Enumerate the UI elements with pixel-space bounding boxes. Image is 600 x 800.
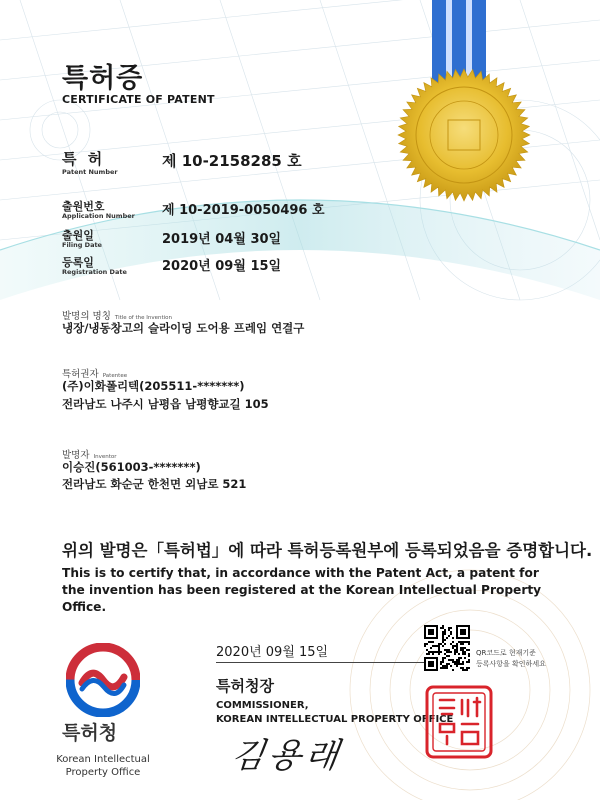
- application-number-label: 출원번호: [62, 200, 105, 213]
- qr-code[interactable]: [424, 625, 470, 671]
- inventor-label-ko: 발명자: [62, 450, 90, 461]
- inventor-label-en: Inventor: [93, 454, 117, 460]
- invention-title-label-ko: 발명의 명칭: [62, 311, 111, 322]
- inventor-address: 전라남도 화순군 한천면 외남로 521: [62, 477, 247, 491]
- certificate-title: 특허증: [62, 63, 144, 94]
- certification-statement-en: This is to certify that, in accordance with the Patent Act, a patent for the invention has been registered at the Korean Intellectual Property Office.: [62, 566, 542, 614]
- commissioner-title-en-line1: COMMISSIONER,: [216, 700, 309, 711]
- issue-date: 2020년 09월 15일: [216, 645, 329, 660]
- invention-title-label-en: Title of the Invention: [114, 315, 173, 321]
- certification-statement-ko: 위의 발명은「특허법」에 따라 특허등록원부에 등록되었음을 증명합니다.: [62, 541, 593, 560]
- invention-title-value: 냉장/냉동창고의 슬라이딩 도어용 프레임 연결구: [62, 321, 305, 335]
- qr-code-note: [476, 648, 546, 670]
- qr-code-note-line2: 등록사항을 확인하세요: [476, 660, 546, 668]
- application-number-value: 제 10-2019-0050496 호: [162, 203, 325, 218]
- registration-date-label-en: Registration Date: [62, 268, 127, 276]
- patent-number-value: 제 10-2158285 호: [162, 152, 302, 170]
- registration-date-value: 2020년 09월 15일: [162, 259, 282, 274]
- kipo-logo-text-ko: 특허청: [62, 722, 118, 744]
- patentee-name: (주)이화폴리텍(205511-*******): [62, 379, 245, 393]
- commissioner-title-en-line2: KOREAN INTELLECTUAL PROPERTY OFFICE: [216, 714, 454, 725]
- filing-date-value: 2019년 04월 30일: [162, 232, 282, 247]
- inventor-name: 이승진(561003-*******): [62, 460, 201, 474]
- kipo-logo-text-en-line1: Korean Intellectual: [56, 754, 150, 765]
- official-seal-stamp: [424, 684, 494, 760]
- registration-date-label: 등록일: [62, 256, 94, 269]
- commissioner-signature: 김용래: [228, 736, 345, 776]
- filing-date-label: 출원일: [62, 229, 94, 242]
- divider: [216, 662, 440, 663]
- patentee-label-ko: 특허권자: [62, 369, 99, 380]
- certificate-title-en: CERTIFICATE OF PATENT: [62, 93, 215, 106]
- kipo-logo-icon: [66, 643, 140, 717]
- commissioner-title-ko: 특허청장: [216, 677, 274, 695]
- kipo-logo-text-en: [52, 753, 154, 779]
- patent-number-label: 특 허: [62, 150, 106, 168]
- filing-date-label-en: Filing Date: [62, 241, 102, 249]
- patent-number-label-en: Patent Number: [62, 168, 118, 176]
- commissioner-title-en: [216, 699, 453, 727]
- application-number-label-en: Application Number: [62, 212, 135, 220]
- kipo-logo-text-en-line2: Property Office: [65, 767, 141, 778]
- patentee-label-en: Patentee: [102, 373, 128, 379]
- patentee-address: 전라남도 나주시 남평읍 남평향교길 105: [62, 397, 269, 411]
- qr-code-note-line1: QR코드로 현재기준: [476, 649, 536, 657]
- gold-seal: [398, 69, 530, 201]
